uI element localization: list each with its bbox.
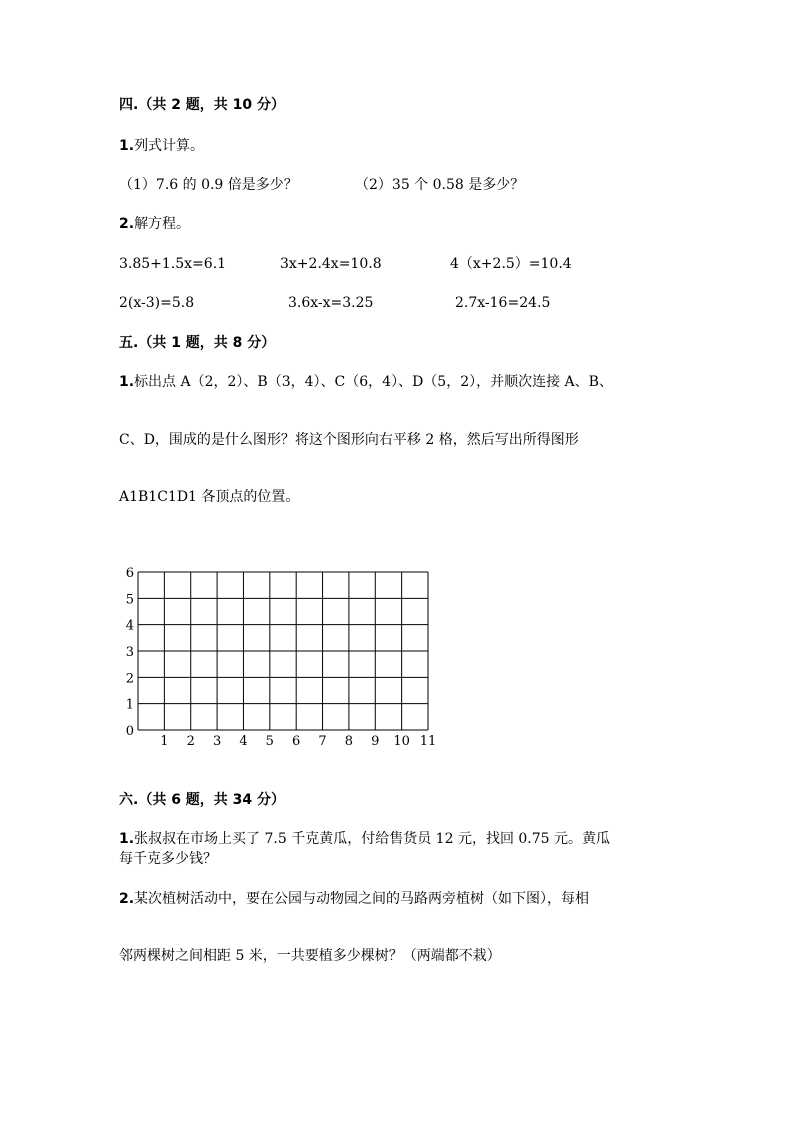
x-tick-label: 7 [318,734,327,749]
question-4-1 [119,136,204,156]
coordinate-grid [120,560,450,755]
x-tick-label: 8 [344,734,354,749]
y-tick-label: 6 [125,566,134,581]
question-5-1-line-3: A1B1C1D1 各顶点的位置。 [119,489,300,505]
question-text: 张叔叔在市场上买了 7.5 千克黄瓜，付给售货员 12 元，找回 0.75 元。黄瓜 [134,831,611,847]
question-text: 解方程。 [134,216,191,232]
grid-lines [138,572,428,730]
y-tick-label: 3 [125,645,134,660]
y-tick-label: 5 [125,592,134,608]
equation: 3.6x-x=3.25 [288,295,374,311]
question-number: 2. [119,891,135,907]
y-tick-label: 4 [125,618,134,634]
equation: 3.85+1.5x=6.1 [119,256,227,272]
equation: 4（x+2.5）=10.4 [450,256,572,272]
section-6-header: 六.（共 6 题，共 34 分） [119,792,286,808]
sub-question-2: （2）35 个 0.58 是多少？ [355,177,525,193]
question-6-1-line-2: 每千克多少钱？ [119,851,217,867]
section-5-header: 五.（共 1 题，共 8 分） [119,335,276,351]
question-5-1-line-1 [119,372,613,392]
x-tick-label: 4 [239,734,248,749]
y-tick-label: 0 [125,724,134,739]
x-tick-label: 2 [186,734,195,749]
x-tick-label: 11 [419,734,437,749]
question-text: 标出点 A（2，2）、B（3，4）、C（6，4）、D（5，2），并顺次连接 A、B、 [134,374,613,390]
x-tick-label: 5 [265,734,274,749]
question-5-1-line-2: C、D，围成的是什么图形？将这个图形向右平移 2 格，然后写出所得图形 [119,432,579,448]
sub-question-1: （1）7.6 的 0.9 倍是多少？ [119,177,298,193]
x-tick-label: 1 [160,734,169,749]
question-number: 1. [119,138,135,154]
question-6-2-line-1 [119,889,589,909]
x-tick-label: 3 [212,734,222,749]
equation: 2.7x-16=24.5 [455,295,551,311]
question-number: 1. [119,374,135,390]
question-text: 列式计算。 [134,138,205,154]
y-tick-label: 1 [125,697,134,713]
y-tick-label: 2 [125,671,134,687]
x-tick-label: 10 [393,734,410,749]
x-axis-labels [160,734,436,749]
y-axis-labels [126,566,134,739]
question-6-2-line-2: 邻两棵树之间相距 5 米，一共要植多少棵树？（两端都不栽） [119,948,501,964]
x-tick-label: 6 [292,734,301,749]
equation: 2(x-3)=5.8 [119,295,195,311]
section-4-header: 四.（共 2 题，共 10 分） [119,97,286,113]
equation: 3x+2.4x=10.8 [280,256,382,272]
question-4-2 [119,214,190,234]
question-number: 2. [119,216,135,232]
question-6-1-line-1 [119,829,610,849]
question-number: 1. [119,831,135,847]
x-tick-label: 9 [371,734,380,749]
question-text: 某次植树活动中，要在公园与动物园之间的马路两旁植树（如下图），每相 [134,891,590,907]
